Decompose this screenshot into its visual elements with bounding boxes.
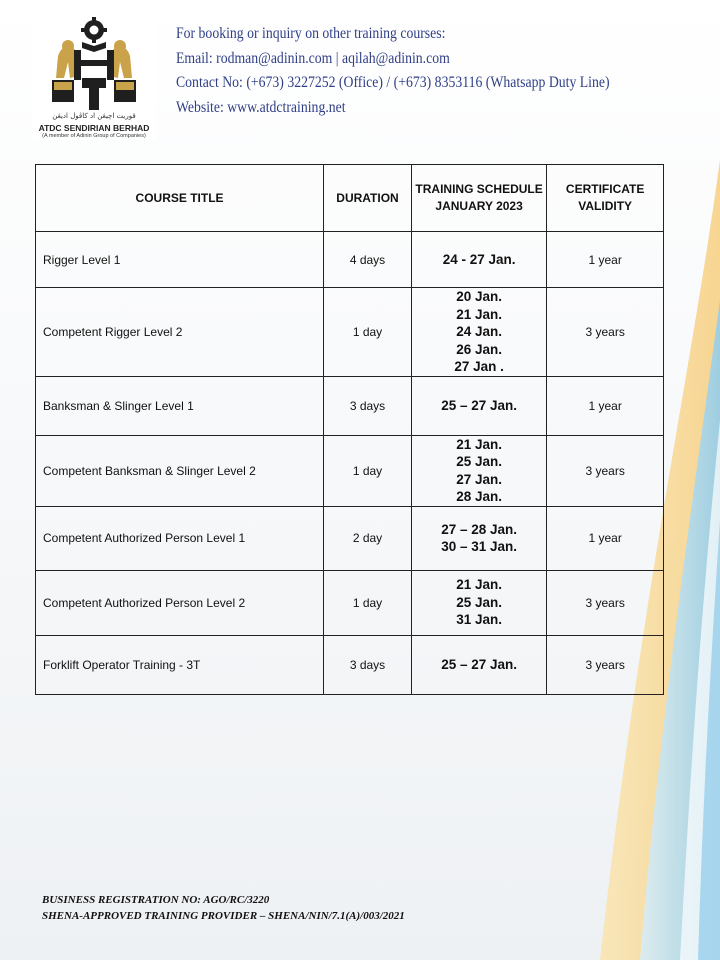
schedule-date: 24 - 27 Jan. bbox=[442, 251, 516, 267]
course-title-cell: Competent Banksman & Slinger Level 2 bbox=[36, 435, 324, 506]
certificate-validity-cell: 3 years bbox=[547, 435, 664, 506]
business-registration-number: BUSINESS REGISTRATION NO: AGO/RC/3220 bbox=[42, 894, 270, 906]
certificate-validity-cell: 1 year bbox=[547, 376, 664, 435]
schedule-date: 21 Jan. bbox=[456, 577, 502, 593]
certificate-validity-cell: 3 years bbox=[547, 288, 664, 377]
duration-cell: 2 day bbox=[324, 506, 412, 570]
course-title-cell: Competent Authorized Person Level 1 bbox=[36, 506, 324, 570]
schedule-date: 21 Jan. bbox=[456, 436, 502, 452]
header-certificate-validity bbox=[547, 165, 664, 232]
header-certificate-label: CERTIFICATE bbox=[565, 182, 645, 196]
company-tagline: (A member of Adinin Group of Companies) bbox=[42, 133, 146, 139]
schedule-cell bbox=[411, 635, 546, 694]
header-duration-label: DURATION bbox=[336, 190, 399, 205]
schedule-cell bbox=[411, 232, 546, 288]
contact-intro: For booking or inquiry on other training courses: bbox=[176, 25, 446, 42]
schedule-date: 31 Jan. bbox=[456, 612, 502, 628]
schedule-date: 24 Jan. bbox=[456, 324, 502, 339]
duration-cell: 3 days bbox=[324, 635, 412, 694]
table-header-row bbox=[36, 165, 664, 232]
schedule-date: 27 Jan. bbox=[456, 471, 502, 487]
certificate-validity-cell: 3 years bbox=[547, 570, 664, 635]
table-row bbox=[36, 288, 664, 377]
schedule-date: 27 – 28 Jan. bbox=[441, 521, 517, 537]
duration-cell: 4 days bbox=[324, 232, 412, 288]
duration-cell: 1 day bbox=[324, 288, 412, 377]
course-title-cell: Competent Authorized Person Level 2 bbox=[36, 570, 324, 635]
header-course-title-label: COURSE TITLE bbox=[135, 190, 224, 205]
schedule-date: 25 – 27 Jan. bbox=[441, 656, 517, 672]
contact-phone: Contact No: (+673) 3227252 (Office) / (+673) 8353116 (Whatsapp Duty Line) bbox=[176, 74, 610, 91]
company-logo bbox=[32, 16, 156, 140]
schedule-date: 21 Jan. bbox=[456, 306, 502, 322]
contact-website: Website: www.atdctraining.net bbox=[176, 98, 346, 116]
atdc-emblem-icon bbox=[42, 16, 146, 112]
schedule-date: 30 – 31 Jan. bbox=[441, 539, 517, 554]
course-title-cell: Banksman & Slinger Level 1 bbox=[36, 376, 324, 435]
table-row bbox=[36, 376, 664, 435]
schedule-cell bbox=[411, 288, 546, 377]
shena-approval-number: SHENA-APPROVED TRAINING PROVIDER – SHENA/NIN/7.1(A)/003/2021 bbox=[42, 909, 405, 922]
schedule-cell bbox=[411, 376, 546, 435]
schedule-date: 27 Jan . bbox=[454, 359, 504, 374]
certificate-validity-cell: 3 years bbox=[547, 635, 664, 694]
table-row bbox=[36, 232, 664, 288]
course-title-cell: Competent Rigger Level 2 bbox=[36, 288, 324, 377]
schedule-date: 25 Jan. bbox=[456, 594, 502, 610]
table-row bbox=[36, 506, 664, 570]
course-title-cell: Forklift Operator Training - 3T bbox=[36, 635, 324, 694]
schedule-cell bbox=[411, 570, 546, 635]
footer-registration bbox=[42, 893, 405, 924]
header-duration bbox=[324, 165, 412, 232]
duration-cell: 1 day bbox=[324, 435, 412, 506]
certificate-validity-cell: 1 year bbox=[547, 232, 664, 288]
table-row bbox=[36, 435, 664, 506]
table-row bbox=[36, 570, 664, 635]
header-schedule-label: TRAINING SCHEDULE bbox=[415, 182, 543, 196]
schedule-date: 25 – 27 Jan. bbox=[441, 397, 517, 413]
header-schedule-month: JANUARY 2023 bbox=[435, 199, 523, 213]
schedule-cell bbox=[411, 435, 546, 506]
contact-info bbox=[176, 22, 610, 120]
schedule-cell bbox=[411, 506, 546, 570]
schedule-date: 20 Jan. bbox=[456, 289, 502, 304]
company-name: ATDC SENDIRIAN BERHAD bbox=[38, 123, 150, 133]
logo-arabic-text: قوريت اچيڠن اد کاڤول اديڠن bbox=[52, 112, 136, 120]
schedule-date: 25 Jan. bbox=[456, 454, 502, 469]
header-validity-label: VALIDITY bbox=[578, 199, 633, 213]
table-row bbox=[36, 635, 664, 694]
certificate-validity-cell: 1 year bbox=[547, 506, 664, 570]
schedule-date: 28 Jan. bbox=[456, 489, 502, 504]
schedule-date: 26 Jan. bbox=[456, 341, 502, 357]
header-training-schedule bbox=[411, 165, 546, 232]
course-schedule-table bbox=[35, 164, 664, 695]
course-title-cell: Rigger Level 1 bbox=[36, 232, 324, 288]
contact-email: Email: rodman@adinin.com | aqilah@adinin.com bbox=[176, 49, 450, 67]
duration-cell: 3 days bbox=[324, 376, 412, 435]
header-course-title bbox=[36, 165, 324, 232]
duration-cell: 1 day bbox=[324, 570, 412, 635]
